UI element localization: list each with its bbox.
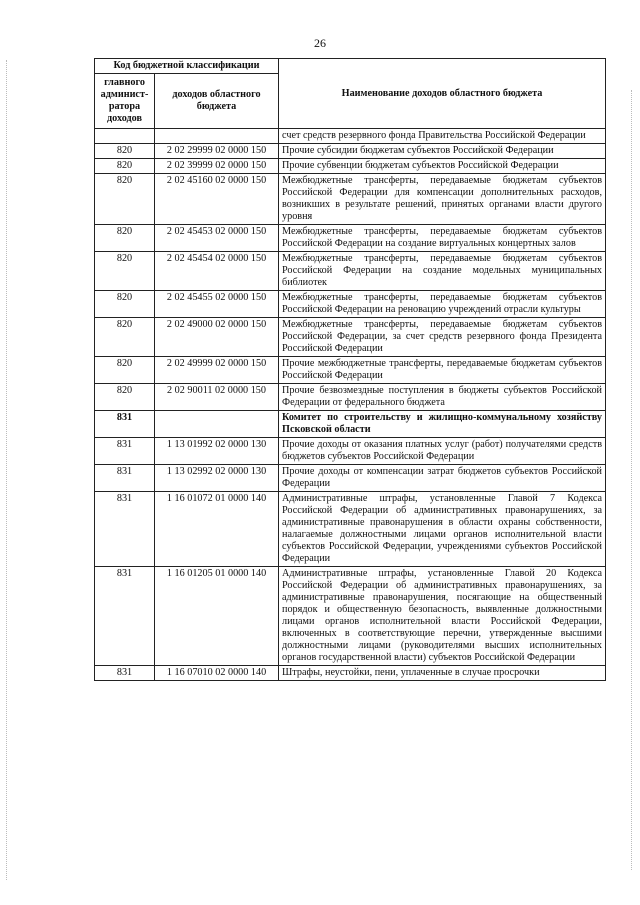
table-row [95, 567, 606, 666]
table-row [95, 666, 606, 681]
budget-code-cell: 1 16 07010 02 0000 140 [155, 666, 279, 681]
admin-code-cell: 820 [95, 291, 155, 318]
table-row [95, 144, 606, 159]
income-name-cell: Прочие субвенции бюджетам субъектов Российской Федерации [279, 159, 606, 174]
income-name-cell: Межбюджетные трансферты, передаваемые бюджетам субъектов Российской Федерации для компенсации дополнительных расходов, возникших в результате решений, принятых органами власти другого уровня [279, 174, 606, 225]
income-name-cell: Административные штрафы, установленные Главой 7 Кодекса Российской Федерации об административных правонарушениях, за административные правонарушения в области охраны собственности, налагаемые должностными лицами органов исполнительной власти субъектов Российской Федерации, учреждениями субъектов Российской Федерации [279, 492, 606, 567]
admin-code-cell: 820 [95, 174, 155, 225]
admin-code-cell: 831 [95, 438, 155, 465]
table-row [95, 291, 606, 318]
budget-income-table [94, 58, 606, 681]
table-body [95, 129, 606, 681]
income-name-cell: Межбюджетные трансферты, передаваемые бюджетам субъектов Российской Федерации на создание модельных муниципальных библиотек [279, 252, 606, 291]
admin-code-cell: 820 [95, 357, 155, 384]
income-name-cell: счет средств резервного фонда Правительства Российской Федерации [279, 129, 606, 144]
admin-code-cell: 820 [95, 225, 155, 252]
income-name-cell: Прочие субсидии бюджетам субъектов Российской Федерации [279, 144, 606, 159]
admin-code-cell: 820 [95, 318, 155, 357]
admin-code-cell: 831 [95, 666, 155, 681]
table-row [95, 492, 606, 567]
budget-code-cell: 1 13 02992 02 0000 130 [155, 465, 279, 492]
income-name-cell: Межбюджетные трансферты, передаваемые бюджетам субъектов Российской Федерации на создание виртуальных концертных залов [279, 225, 606, 252]
budget-code-cell [155, 411, 279, 438]
admin-code-cell: 820 [95, 144, 155, 159]
table-row [95, 465, 606, 492]
admin-code-cell [95, 129, 155, 144]
header-code: доходов областного бюджета [155, 74, 279, 129]
income-name-cell: Штрафы, неустойки, пени, уплаченные в случае просрочки [279, 666, 606, 681]
admin-code-cell: 820 [95, 252, 155, 291]
income-name-cell: Межбюджетные трансферты, передаваемые бюджетам субъектов Российской Федерации, за счет средств резервного фонда Президента Российской Федерации [279, 318, 606, 357]
table-row [95, 129, 606, 144]
admin-code-cell: 820 [95, 159, 155, 174]
income-name-cell: Прочие доходы от компенсации затрат бюджетов субъектов Российской Федерации [279, 465, 606, 492]
budget-code-cell: 1 16 01072 01 0000 140 [155, 492, 279, 567]
page-number: 26 [314, 36, 326, 50]
budget-code-cell: 2 02 45455 02 0000 150 [155, 291, 279, 318]
budget-code-cell: 2 02 45454 02 0000 150 [155, 252, 279, 291]
header-name: Наименование доходов областного бюджета [279, 59, 606, 129]
budget-code-cell: 2 02 49999 02 0000 150 [155, 357, 279, 384]
admin-code-cell: 831 [95, 411, 155, 438]
budget-code-cell: 2 02 49000 02 0000 150 [155, 318, 279, 357]
budget-code-cell [155, 129, 279, 144]
budget-code-cell: 2 02 45160 02 0000 150 [155, 174, 279, 225]
table-row [95, 159, 606, 174]
budget-code-cell: 2 02 29999 02 0000 150 [155, 144, 279, 159]
income-name-cell: Межбюджетные трансферты, передаваемые бюджетам субъектов Российской Федерации на реновацию учреждений отрасли культуры [279, 291, 606, 318]
budget-code-cell: 1 16 01205 01 0000 140 [155, 567, 279, 666]
income-name-cell: Административные штрафы, установленные Главой 20 Кодекса Российской Федерации об административных правонарушениях, за административные правонарушения, посягающие на общественный порядок и общественную безопасность, выявленные должностными лицами органов исполнительной власти Российской Федерации, включенных в соответствующие перечни, утвержденные высшими должностными лицами (руководителями высших исполнительных органов государственной власти) субъектов Российской Федерации [279, 567, 606, 666]
budget-code-cell: 2 02 39999 02 0000 150 [155, 159, 279, 174]
table-row [95, 174, 606, 225]
scan-edge-left [6, 60, 9, 880]
table-row [95, 357, 606, 384]
budget-code-cell: 2 02 90011 02 0000 150 [155, 384, 279, 411]
budget-code-cell: 2 02 45453 02 0000 150 [155, 225, 279, 252]
header-admin: главного админист-ратора доходов [95, 74, 155, 129]
income-name-cell: Прочие безвозмездные поступления в бюджеты субъектов Российской Федерации от федерального бюджета [279, 384, 606, 411]
income-name-cell: Комитет по строительству и жилищно-коммунальному хозяйству Псковской области [279, 411, 606, 438]
admin-code-cell: 831 [95, 465, 155, 492]
table-row [95, 225, 606, 252]
admin-code-cell: 831 [95, 492, 155, 567]
income-name-cell: Прочие доходы от оказания платных услуг (работ) получателями средств бюджетов субъектов Российской Федерации [279, 438, 606, 465]
admin-code-cell: 820 [95, 384, 155, 411]
header-classification-group: Код бюджетной классификации [95, 59, 279, 74]
scan-edge-right [631, 90, 634, 870]
table-row [95, 318, 606, 357]
admin-code-cell: 831 [95, 567, 155, 666]
table-row [95, 384, 606, 411]
table-row [95, 252, 606, 291]
table-row [95, 438, 606, 465]
budget-code-cell: 1 13 01992 02 0000 130 [155, 438, 279, 465]
income-name-cell: Прочие межбюджетные трансферты, передаваемые бюджетам субъектов Российской Федерации [279, 357, 606, 384]
table-row [95, 411, 606, 438]
